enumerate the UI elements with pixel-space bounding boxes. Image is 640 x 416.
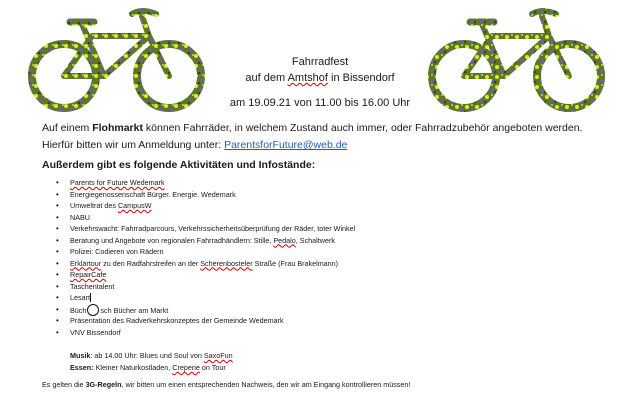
activity-text: Taschentalent (70, 281, 115, 291)
food-text-end: on Tour (199, 363, 226, 372)
list-item (56, 327, 355, 339)
list-item (56, 258, 355, 270)
footer-note (42, 380, 410, 389)
food-creperie: Creperie (172, 363, 200, 372)
activity-text: zu den Radfahrstreifen an der (101, 258, 201, 268)
list-item (56, 315, 355, 327)
location-place: Amtshof (287, 72, 328, 84)
footer-post: , wir bitten um einen entsprechenden Nachweis, den wir am Eingang kontrollieren müssen! (121, 380, 411, 389)
list-item (56, 189, 355, 201)
activity-text-underlined: Pedalo (273, 235, 296, 245)
music-label: Musik (70, 351, 91, 360)
activity-text: Lesart (70, 293, 90, 302)
activity-text: Energiegenossenschaft Bürger. Energie. Wedemark (70, 189, 236, 199)
activities-list (56, 177, 355, 338)
food-text: Kleiner Naturkostladen, (93, 363, 173, 372)
food-label: Essen: (70, 363, 94, 372)
list-item (56, 212, 355, 224)
activity-text: Präsentation des Radverkehrskonzeptes der Gemeinde Wedemark (70, 316, 284, 325)
section-heading: Außerdem gibt es folgende Aktivitäten und Infostände: (42, 159, 316, 171)
music-text: : ab 14.00 Uhr: Blues und Soul von (90, 351, 204, 360)
activity-text-underlined: CampusW (117, 201, 152, 210)
list-item (56, 246, 355, 258)
list-item (56, 200, 355, 212)
list-item (56, 269, 355, 281)
footer-3g: 3G-Regeln (85, 380, 122, 389)
activity-text: Straße (Frau Brakelmann) (252, 258, 339, 268)
activity-text-underlined: RepairCafe (70, 270, 107, 279)
list-item (56, 281, 355, 293)
intro-part2: können Fahrräder, in welchem Zustand auch immer, oder Fahrradzubehör angeboten werden. Hierfür bitten wir um Anmeldung unter: (42, 122, 583, 151)
activity-text: NABU (70, 212, 90, 222)
event-location (0, 72, 640, 84)
activity-text: Parents for Future Wedemark (70, 178, 165, 187)
event-title: Fahrradfest (291, 56, 349, 68)
intro-part1: Auf einem (42, 122, 93, 134)
event-date: am 19.09.21 von 11.00 bis 16.00 Uhr (229, 97, 411, 109)
text-cursor (90, 293, 91, 302)
music-band: SaxoFun (203, 351, 233, 360)
activity-text-underlined: Erklärtour (70, 258, 102, 268)
activity-text: Umweltrat des (70, 201, 118, 210)
list-item (56, 292, 355, 304)
list-item (56, 235, 355, 247)
activity-text: Büch (70, 305, 87, 315)
location-suffix: in Bissendorf (327, 72, 395, 84)
intro-flohmarkt: Flohmarkt (92, 122, 143, 134)
activity-text: Verkehrswacht: Fahrradparcours, Verkehrssicherheitsüberprüfung der Räder, toter Winkel (70, 224, 356, 233)
activity-text: Beratung und Angebote von regionalen Fahrradhändlern: Stille, (70, 235, 274, 245)
activity-text: , Schaltwerk (295, 235, 335, 245)
intro-paragraph (42, 120, 602, 154)
list-item (56, 177, 355, 189)
activity-text: Polizei: Codieren von Rädern (70, 247, 164, 256)
activity-text-underlined: Scherenbosteler (200, 258, 253, 268)
activity-text: VNV Bissendorf (70, 327, 121, 337)
location-prefix: auf dem (245, 72, 288, 84)
email-link[interactable]: ParentsforFuture@web.de (224, 139, 348, 151)
food-line (70, 363, 226, 372)
list-item (56, 304, 355, 316)
activity-text: sch Bücher am Markt (100, 305, 169, 315)
list-item (56, 223, 355, 235)
music-line (70, 351, 233, 360)
mouse-pointer-circle-icon (87, 304, 99, 316)
footer-pre: Es gelten die (42, 380, 86, 389)
